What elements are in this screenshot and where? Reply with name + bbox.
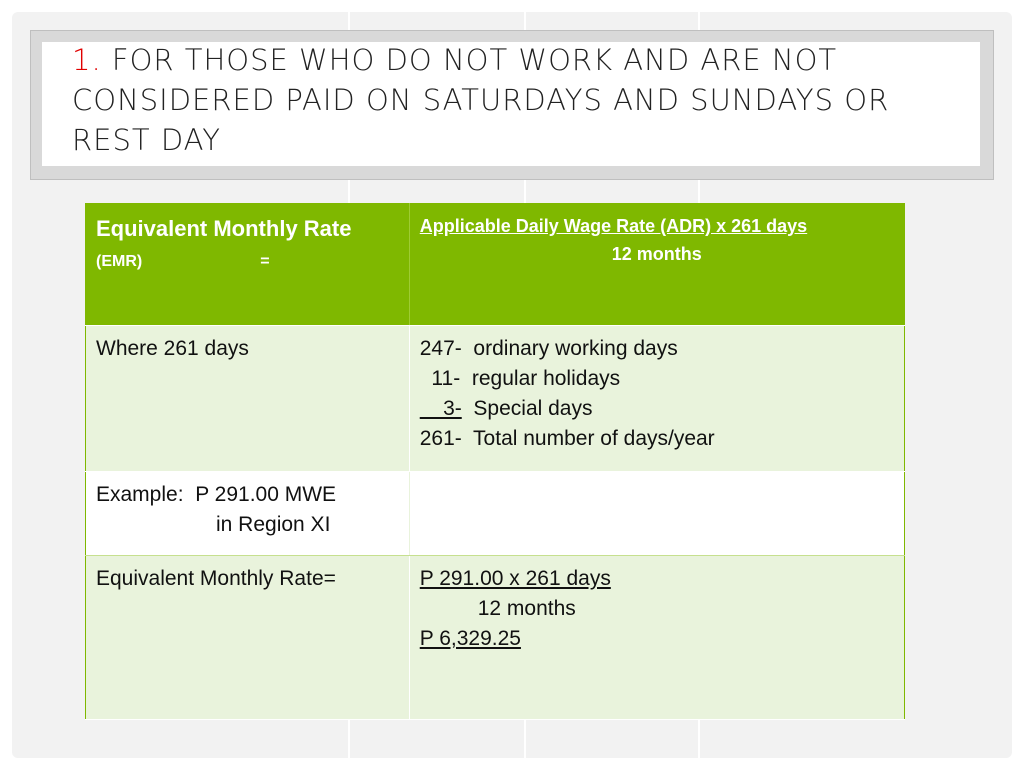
table-header-row <box>86 204 905 326</box>
emr-label: Equivalent Monthly Rate <box>96 216 352 241</box>
table-row <box>86 472 905 556</box>
formula-denominator: 12 months <box>611 244 702 264</box>
header-right-cell <box>409 204 904 326</box>
title-number: 1. <box>72 43 102 77</box>
example-line-1: Example: P 291.00 MWE <box>96 483 337 506</box>
days-description: regular holidays <box>460 367 621 390</box>
days-line-total <box>420 424 894 454</box>
days-label-cell: Where 261 days <box>86 326 410 472</box>
example-line-2: in Region XI <box>216 513 331 536</box>
days-line-special <box>420 394 894 424</box>
days-line-regular <box>420 364 894 394</box>
formula-numerator: Applicable Daily Wage Rate (ADR) x 261 days <box>419 216 808 236</box>
days-description: Special days <box>461 397 593 420</box>
emr-table <box>85 203 905 720</box>
calc-denominator: 12 months <box>477 597 576 620</box>
days-number: 11- <box>419 367 461 390</box>
days-number: 247- <box>419 337 462 360</box>
days-breakdown-cell <box>409 326 904 472</box>
header-left-cell <box>86 204 410 326</box>
days-number: 261- <box>419 427 462 450</box>
calc-result: P 6,329.25 <box>419 627 521 650</box>
emr-result-cell <box>409 556 904 720</box>
calc-numerator: P 291.00 x 261 days <box>419 567 611 590</box>
days-line-ordinary <box>420 334 894 364</box>
days-number: 3- <box>419 397 462 420</box>
title-text: FOR THOSE WHO DO NOT WORK AND ARE NOT CONSIDERED PAID ON SATURDAYS AND SUNDAYS OR REST DAY <box>72 43 890 157</box>
emr-result-label-cell: Equivalent Monthly Rate= <box>86 556 410 720</box>
days-description: Total number of days/year <box>461 427 715 450</box>
table-row <box>86 556 905 720</box>
days-description: ordinary working days <box>461 337 678 360</box>
equals-sign: = <box>260 253 270 270</box>
slide-title <box>72 40 972 160</box>
table-row <box>86 326 905 472</box>
example-cell <box>86 472 410 556</box>
emr-abbr: (EMR) <box>96 253 143 270</box>
example-empty-cell <box>409 472 904 556</box>
